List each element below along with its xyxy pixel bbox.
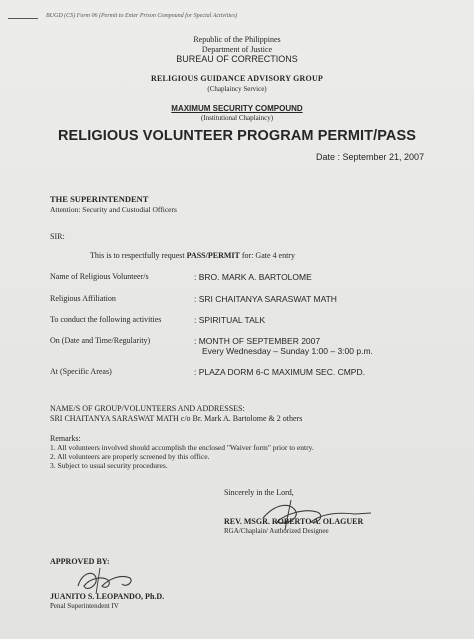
header-bureau: BUREAU OF CORRECTIONS <box>176 54 298 64</box>
field-label-affiliation: Religious Affiliation <box>50 294 116 303</box>
field-value-areas: : PLAZA DORM 6-C MAXIMUM SEC. CMPD. <box>194 367 365 377</box>
salutation: SIR: <box>50 232 65 241</box>
addressee-name: THE SUPERINTENDENT <box>50 194 149 204</box>
header-compound-sub: (Institutional Chaplaincy) <box>200 114 274 122</box>
addressee-attention: Attention: Security and Custodial Officers <box>50 205 177 214</box>
remark-item: 1. All volunteers involved should accomplish the enclosed "Waiver form" prior to entry. <box>50 443 314 452</box>
field-label-volunteer: Name of Religious Volunteer/s <box>50 272 149 281</box>
header-republic: Republic of the Philippines <box>193 35 281 44</box>
form-ref-rule <box>8 18 38 19</box>
remarks-heading: Remarks: <box>50 434 81 443</box>
closing: Sincerely in the Lord, <box>224 488 294 497</box>
field-value-activities: : SPIRITUAL TALK <box>194 315 266 325</box>
header-department: Department of Justice <box>201 45 273 54</box>
document-title: RELIGIOUS VOLUNTEER PROGRAM PERMIT/PASS <box>57 128 417 144</box>
groups-heading: NAME/S OF GROUP/VOLUNTEERS AND ADDRESSES: <box>50 404 245 413</box>
request-for: for: <box>241 251 254 260</box>
field-label-date-time: On (Date and Time/Regularity) <box>50 336 151 345</box>
signatory-title: RGA/Chaplain/ Authorized Designee <box>224 527 329 535</box>
header-group: RELIGIOUS GUIDANCE ADVISORY GROUP <box>150 74 324 83</box>
remark-item: 2. All volunteers are properly screened by this office. <box>50 452 210 461</box>
document-date: Date : September 21, 2007 <box>316 152 425 162</box>
field-label-areas: At (Specific Areas) <box>50 367 112 376</box>
request-bold: PASS/PERMIT <box>186 251 240 260</box>
request-purpose: Gate 4 entry <box>255 251 295 260</box>
header-compound: MAXIMUM SECURITY COMPOUND <box>171 104 303 113</box>
groups-value: SRI CHAITANYA SARASWAT MATH c/o Br. Mark A. Bartolome & 2 others <box>50 414 303 423</box>
approver-title: Penal Superintendent IV <box>50 602 119 610</box>
field-value-affiliation: : SRI CHAITANYA SARASWAT MATH <box>194 294 337 304</box>
field-value-volunteer: : BRO. MARK A. BARTOLOME <box>194 272 312 282</box>
header-group-sub: (Chaplaincy Service) <box>207 85 267 93</box>
remark-item: 3. Subject to usual security procedures. <box>50 461 168 470</box>
approval-heading: APPROVED BY: <box>50 557 110 566</box>
field-label-activities: To conduct the following activities <box>50 315 162 324</box>
request-line <box>90 251 295 260</box>
form-reference: BUGD (CS) Form 06 (Permit to Enter Prison Compound for Special Activities) <box>46 13 238 19</box>
signatory-name: REV. MSGR. ROBERTO A. OLAGUER <box>224 517 364 526</box>
approver-name: JUANITO S. LEOPANDO, Ph.D. <box>50 592 165 601</box>
field-value-date-time-detail: Every Wednesday – Sunday 1:00 – 3:00 p.m. <box>202 346 373 356</box>
field-value-date-time: : MONTH OF SEPTEMBER 2007 <box>194 336 321 346</box>
request-text: This is to respectfully request <box>90 251 185 260</box>
